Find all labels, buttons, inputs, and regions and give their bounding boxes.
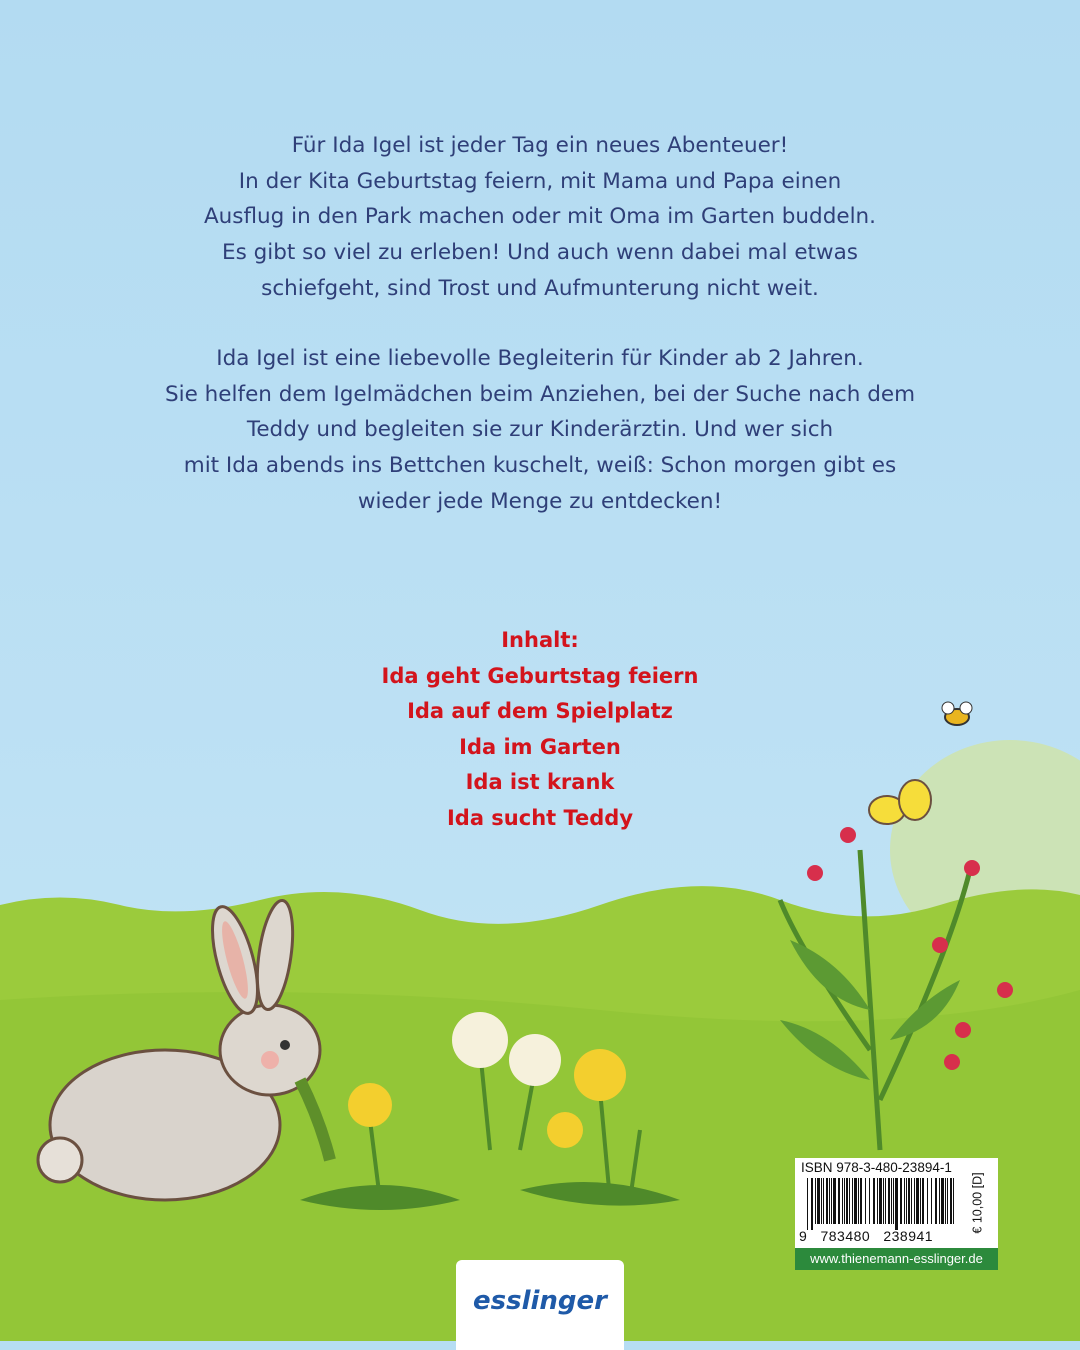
barcode-bar (922, 1178, 924, 1224)
barcode-bar (893, 1178, 894, 1224)
barcode-bar (935, 1178, 937, 1224)
barcode-bar (888, 1178, 890, 1224)
blurb-line: Ida Igel ist eine liebevolle Begleiterin für Kinder ab 2 Jahren. (216, 346, 864, 371)
barcode-bar (815, 1178, 816, 1224)
blurb-line: schiefgeht, sind Trost und Aufmunterung nicht weit. (261, 275, 819, 301)
contents-item: Ida ist krank (465, 770, 615, 794)
barcode-bar (823, 1178, 824, 1224)
barcode-bar (844, 1178, 845, 1224)
blurb-line: Für Ida Igel ist jeder Tag ein neues Abenteuer! (291, 133, 789, 158)
barcode-bar (883, 1178, 884, 1224)
barcode-bar (900, 1178, 902, 1224)
barcode-bar (877, 1178, 878, 1224)
barcode-bar (931, 1178, 932, 1224)
blurb-paragraph-1 (0, 128, 1080, 307)
barcode-bar (831, 1178, 832, 1224)
barcode-bar (865, 1178, 866, 1224)
barcode-bar (914, 1178, 915, 1224)
barcode-bar (891, 1178, 892, 1224)
barcode-bar (852, 1178, 853, 1224)
blurb-line: In der Kita Geburtstag feiern, mit Mama und Papa einen (238, 168, 842, 194)
barcode-bar (869, 1178, 870, 1224)
barcode-bar (904, 1178, 905, 1224)
barcode-bar (873, 1178, 875, 1224)
barcode-bar (811, 1178, 813, 1230)
barcode-bar (860, 1178, 862, 1224)
barcode-bar (920, 1178, 921, 1224)
barcode-bar (939, 1178, 940, 1224)
barcode-bar (906, 1178, 907, 1224)
price-text: € 10,00 [D] (970, 1172, 985, 1234)
isbn-text: ISBN 978-3-480-23894-1 (801, 1160, 952, 1175)
blurb-paragraph-2 (0, 341, 1080, 520)
barcode-bar (953, 1178, 954, 1224)
contents-item: Ida sucht Teddy (446, 805, 634, 830)
contents-item: Ida geht Geburtstag feiern (381, 663, 699, 688)
blurb-line: Sie helfen dem Igelmädchen beim Anziehen, bei der Suche nach dem (164, 381, 916, 407)
blurb-line: Teddy und begleiten sie zur Kinderärztin. Und wer sich (246, 417, 834, 443)
barcode-bar (879, 1178, 882, 1224)
barcode-bar (821, 1178, 822, 1224)
barcode-bar (838, 1178, 840, 1224)
publisher-url[interactable]: www.thienemann-esslinger.de (795, 1248, 998, 1270)
blurb-line: mit Ida abends ins Bettchen kuschelt, weiß: Schon morgen gibt es (183, 453, 897, 479)
price-tag (970, 1166, 995, 1244)
contents-item: Ida auf dem Spielplatz (407, 699, 673, 723)
barcode-bar (807, 1178, 808, 1230)
barcode-bar (945, 1178, 946, 1224)
barcode-bar (817, 1178, 820, 1224)
contents-heading: Inhalt: (501, 628, 579, 652)
barcode-bar (950, 1178, 952, 1224)
blurb-line: wieder jede Menge zu entdecken! (357, 488, 723, 514)
barcode-digits: 9 783480 238941 (799, 1228, 934, 1244)
contents-item: Ida im Garten (459, 734, 621, 759)
barcode-bar (941, 1178, 944, 1224)
barcode-bar (927, 1178, 928, 1224)
barcode-bar (947, 1178, 948, 1224)
blurb-line: Es gibt so viel zu erleben! Und auch wenn dabei mal etwas (222, 240, 858, 266)
barcode-label (795, 1158, 998, 1270)
publisher-logo: esslinger (473, 1286, 607, 1316)
barcode-bar (858, 1178, 859, 1224)
barcode-bar (885, 1178, 886, 1224)
barcode-bar (826, 1178, 828, 1224)
barcode-bars (807, 1178, 957, 1230)
barcode-bar (829, 1178, 830, 1224)
publisher-logo-box (456, 1260, 624, 1350)
blurb-line: Ausflug in den Park machen oder mit Oma im Garten buddeln. (203, 204, 877, 230)
barcode-bar (849, 1178, 850, 1224)
barcode-bar (854, 1178, 857, 1224)
barcode-bar (895, 1178, 898, 1230)
barcode-bar (833, 1178, 836, 1224)
barcode-bar (911, 1178, 912, 1224)
table-of-contents (0, 623, 1080, 836)
barcode-bar (908, 1178, 910, 1224)
barcode-bar (846, 1178, 848, 1224)
barcode-bar (842, 1178, 843, 1224)
barcode-bar (916, 1178, 919, 1224)
